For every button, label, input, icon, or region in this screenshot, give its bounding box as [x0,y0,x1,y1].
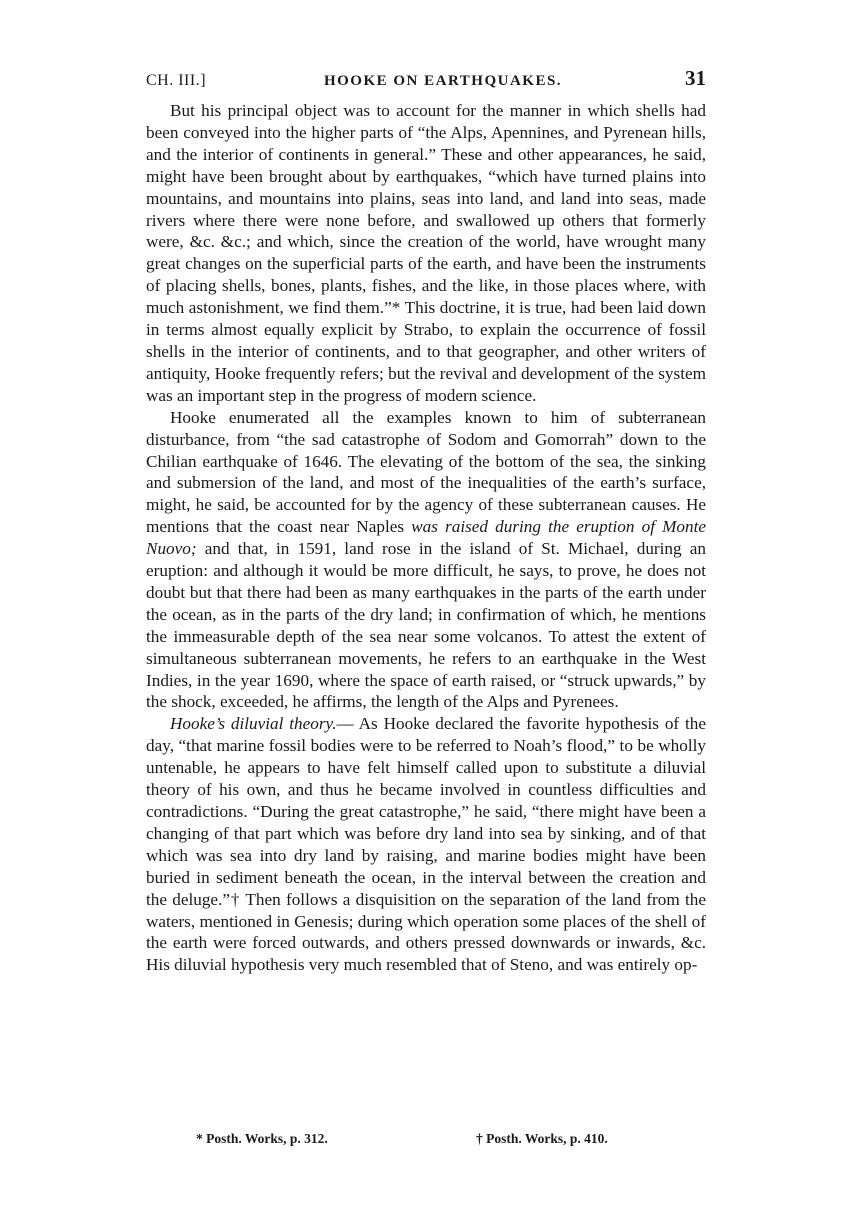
paragraph-2-text-after: and that, in 1591, land rose in the island of St. Michael, during an eruption: and although it would be more difficult, he says, to prove, he does not doubt but that there had been as many earthquakes in the parts of the earth under the ocean, as in the parts of the dry land; in confirmation of which, he mentions the immeasurable depth of the sea near some volcanos. To attest the extent of simultaneous subterranean movements, he refers to an earthquake in the West Indies, in the year 1690, where the space of earth raised, or “struck upwards,” by the shock, exceeded, he affirms, the length of the Alps and Pyrenees. [146,539,706,712]
footnotes [196,1131,696,1155]
chapter-label: CH. III.] [146,72,207,89]
paragraph-1 [146,100,706,407]
paragraph-2-text-before: Hooke enumerated all the examples known to him of subterranean disturbance, from “the sad catastrophe of Sodom and Gomorrah” down to the Chilian earthquake of 1646. The elevating of the bottom of the sea, the sinking and submersion of the land, and most of the inequalities of the earth’s surface, might, he said, be accounted for by the agency of these subterranean causes. He mentions that the coast near Naples [146,407,706,537]
paragraph-3 [146,713,706,976]
page-body [146,100,706,976]
paragraph-3-text: — As Hooke declared the favorite hypothesis of the day, “that marine fossil bodies were to be referred to Noah’s flood,” to be wholly untenable, he appears to have felt himself called upon to substitute a diluvial theory of his own, and thus he became involved in countless difficulties and contradictions. “During the great catastrophe,” he said, “there might have been a changing of that part which was before dry land into sea by sinking, and of that which was sea into dry land by raising, and marine bodies might have been buried in sediment beneath the ocean, in the interval between the creation and the deluge.”† Then follows a disquisition on the separation of the land from the waters, mentioned in Genesis; during which operation some places of the shell of the earth were forced outwards, and others pressed downwards or inwards, &c. His diluvial hypothesis very much resembled that of Steno, and was entirely op- [146,714,706,975]
footnote-2: † Posth. Works, p. 410. [476,1131,608,1146]
page-number: 31 [685,66,706,90]
paragraph-1-text: But his principal object was to account for the manner in which shells had been conveyed into the higher parts of “the Alps, Apennines, and Pyrenean hills, and the interior of continents in general.” These and other appearances, he said, might have been brought about by earthquakes, “which have turned plains into mountains, and mountains into plains, seas into land, and land into seas, made rivers where there were none before, and swallowed up others that formerly were, &c. &c.; and which, since the creation of the world, have wrought many great changes on the superficial parts of the earth, and have been the instruments of placing shells, bones, plants, fishes, and the like, in those places where, with much astonishment, we find them.”* This doctrine, it is true, had been laid down in terms almost equally explicit by Strabo, to explain the occurrence of fossil shells in the interior of continents, and to that geographer, and other writers of antiquity, Hooke frequently refers; but the revival and development of the system was an important step in the progress of modern science. [146,101,706,405]
running-header [146,66,706,96]
running-title: HOOKE ON EARTHQUAKES. [323,73,563,89]
paragraph-2 [146,407,706,714]
section-title: Hooke’s diluvial theory. [170,714,337,734]
footnote-1: * Posth. Works, p. 312. [196,1131,328,1146]
paragraph-2-italic: was raised during the eruption of Monte Nuovo; [146,517,707,559]
